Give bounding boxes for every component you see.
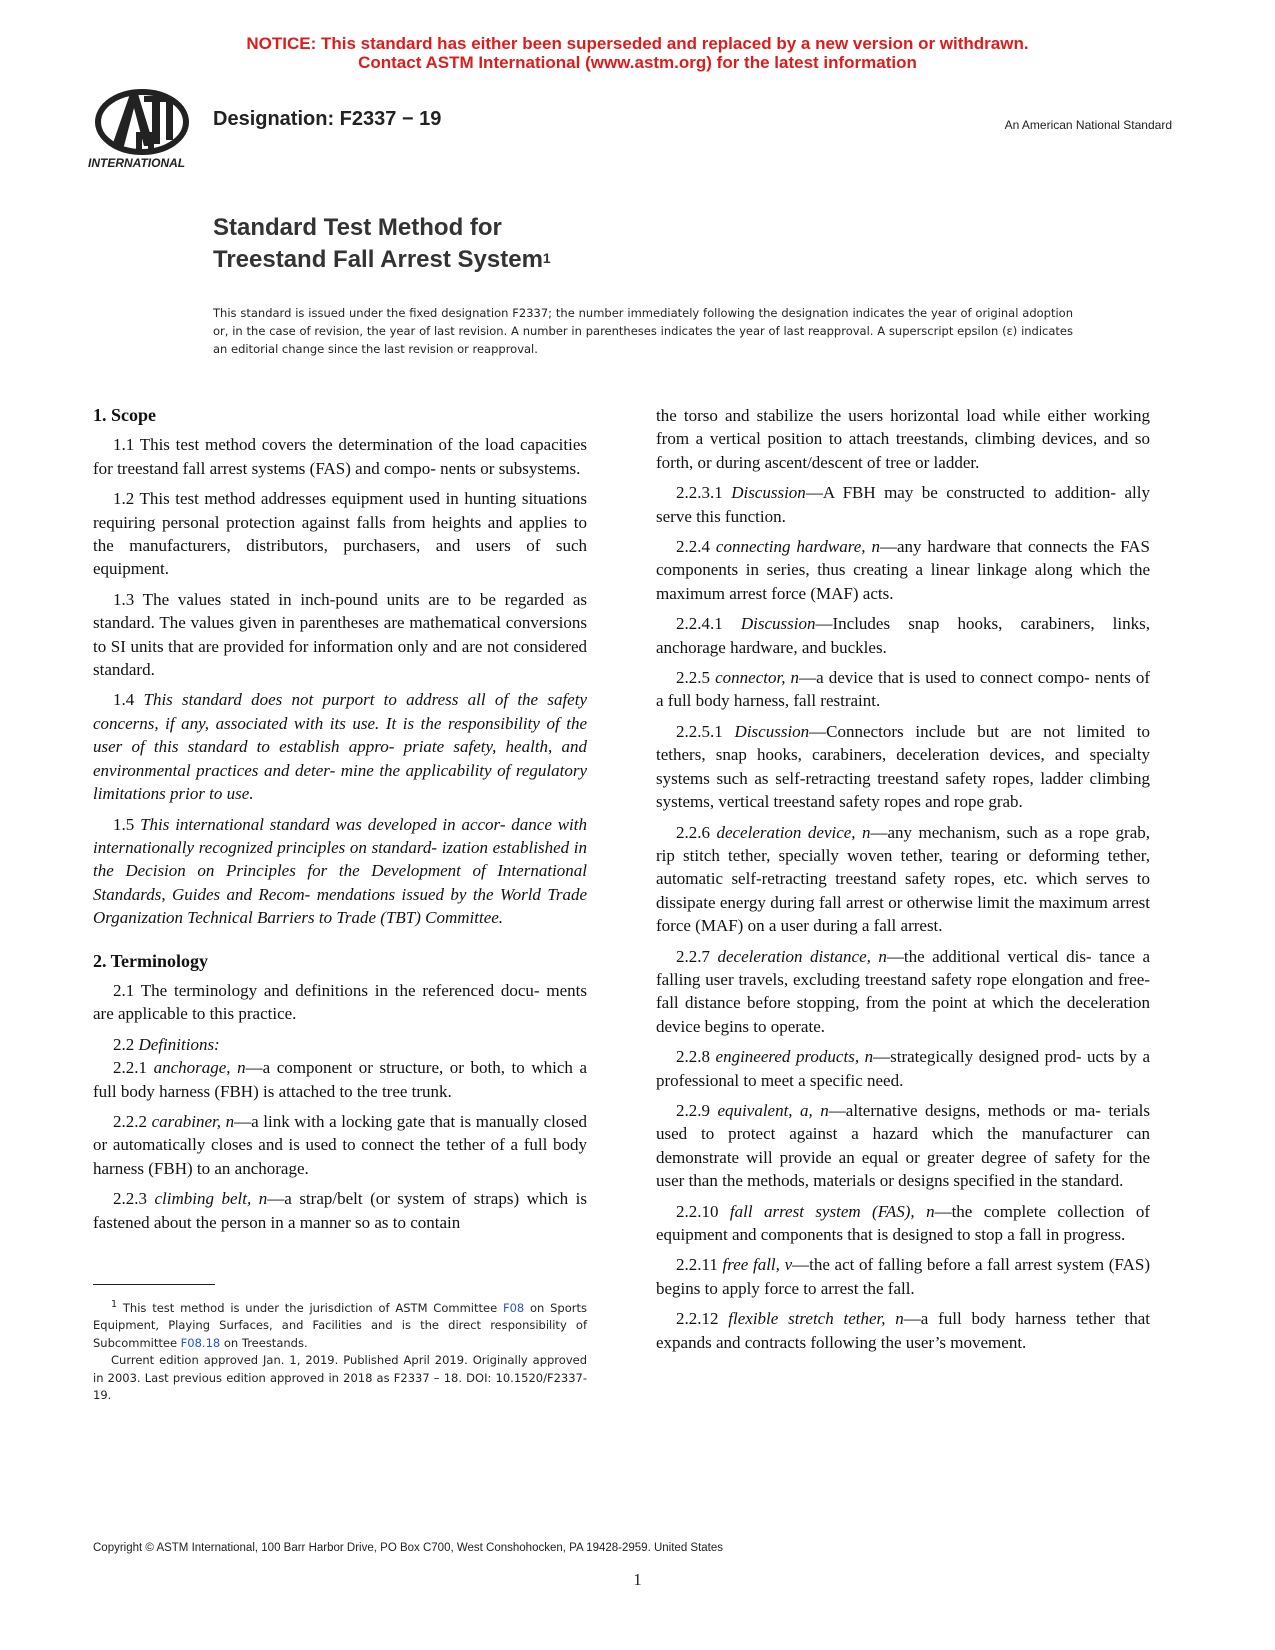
definition-text: —A FBH may be constructed to addition- ally serve this function. (656, 483, 1150, 526)
definition-term: equivalent, a, n (717, 1100, 829, 1120)
paragraph-1-2: 1.2 This test method addresses equipment used in hunting situations requiring personal protection against falls from heights and applies to the manufacturers, distributors, purchasers, and users of such equipment. (93, 489, 587, 579)
definition-text: —a full body harness tether that expands and contracts following the user’s movement. (656, 1309, 1151, 1352)
definition-term: deceleration distance, n (717, 946, 887, 966)
definition-term: flexible stretch tether, n (728, 1309, 904, 1329)
paragraph-1-4 (93, 688, 587, 805)
definition-text: —the complete collection of equipment and components that is designed to stop a fall in progress. (656, 1201, 1151, 1244)
definition-2-2-11 (656, 1253, 1150, 1300)
paragraph-2-1: 2.1 The terminology and definitions in the referenced docu- ments are applicable to this practice. (93, 980, 587, 1024)
subcommittee-link[interactable]: F08.18 (180, 1335, 221, 1350)
definition-number: 2.2.4.1 (676, 614, 741, 634)
definition-number: 2.2.2 (113, 1111, 152, 1131)
definition-2-2-6 (656, 821, 1150, 938)
title-footnote-mark: 1 (542, 250, 551, 266)
definition-text: —a link with a locking gate that is manually closed or automatically closes and is used to connect the tether of a full body harness (FBH) to an anchorage. (93, 1111, 588, 1178)
definition-number: 2.2.5 (676, 668, 716, 688)
definition-number: 2.2.4 (676, 537, 716, 557)
designation: Designation: F2337 − 19 (213, 108, 442, 130)
definition-2-2-5-1 (656, 720, 1150, 814)
paragraph-text: Definitions: (138, 1034, 220, 1054)
paragraph-1-3: 1.3 The values stated in inch-pound units are to be regarded as standard. The values given in parentheses are mathematical conversions to SI units that are provided for information only and are not considered standard. (93, 589, 587, 680)
copyright: Copyright © ASTM International, 100 Barr Harbor Drive, PO Box C700, West Conshohocken, PA 19428-2959. United States (93, 1542, 724, 1554)
footnote (93, 1296, 587, 1405)
definition-2-2-4-1 (656, 612, 1150, 659)
definition-text: —Includes snap hooks, carabiners, links, anchorage hardware, and buckles. (656, 614, 1150, 657)
definition-text: —the act of falling before a fall arrest system (FAS) begins to apply force to arrest the fall. (656, 1255, 1151, 1298)
definition-number: 2.2.7 (676, 946, 718, 966)
paragraph-number: 2.2 (113, 1034, 139, 1054)
definition-number: 2.2.12 (676, 1309, 729, 1329)
definition-2-2-12 (656, 1307, 1150, 1354)
committee-link[interactable]: F08 (502, 1300, 525, 1315)
definition-2-2-4 (656, 535, 1150, 605)
footnote-text: This test method is under the jurisdiction of ASTM Committee (117, 1300, 503, 1315)
left-column (93, 404, 587, 1241)
footnote-1 (93, 1296, 587, 1352)
definition-text: —any hardware that connects the FAS components in series, thus creating a linear linkage along which the maximum arrest force (MAF) acts. (656, 537, 1150, 603)
national-standard-label: An American National Standard (1004, 118, 1172, 132)
definition-2-2-9 (656, 1099, 1150, 1193)
definition-number: 2.2.10 (676, 1201, 730, 1221)
definition-2-2-3-1 (656, 481, 1150, 528)
definition-2-2-5 (656, 666, 1150, 713)
paragraph-text: This international standard was developed in accor- dance with internationally recognized principles on standard- ization established in the Decision on Principles for the Development of International Standards, Guides and Recom- mendations issued by the World Trade Organization Technical Barriers to Trade (TBT) Committee. (93, 814, 587, 928)
footnote-mark: 1 (111, 1299, 118, 1310)
paragraph-2-2 (93, 1033, 587, 1056)
paragraph-1-1: 1.1 This test method covers the determination of the load capacities for treestand fall arrest systems (FAS) and compo- nents or subsystems. (93, 435, 587, 478)
paragraph-number: 1.5 (113, 814, 141, 834)
section-heading-scope: 1. Scope (93, 405, 156, 425)
definition-term: Discussion (740, 614, 816, 634)
document-title (213, 212, 551, 276)
astm-logo-icon (92, 86, 192, 158)
definition-term: climbing belt, n (154, 1189, 268, 1209)
logo-caption: INTERNATIONAL (88, 156, 186, 170)
definition-term: connecting hardware, n (715, 537, 880, 557)
definition-text: —a component or structure, or both, to which a full body harness (FBH) is attached to the tree trunk. (93, 1058, 587, 1101)
definition-text: —Connectors include but are not limited to tethers, snap hooks, carabiners, deceleration devices, and specialty systems such as self-retracting treestand safety ropes, ladder climbing systems, vertical treestand safety ropes and rope grab. (656, 721, 1150, 812)
definition-text: —the additional vertical dis- tance a falling user travels, excluding treestand safety rope elongation and free-fall distance before stopping, from the point at which the deceleration device begins to operate. (656, 946, 1150, 1036)
definition-2-2-7 (656, 945, 1150, 1039)
definition-2-2-10 (656, 1200, 1150, 1247)
definition-text: —strategically designed prod- ucts by a professional to meet a specific need. (656, 1047, 1151, 1090)
definition-number: 2.2.11 (676, 1255, 723, 1275)
definition-term: connector, n (715, 668, 800, 688)
notice-line-1: NOTICE: This standard has either been superseded and replaced by a new version or withdrawn. (246, 34, 1029, 53)
definition-number: 2.2.5.1 (676, 721, 735, 741)
definition-number: 2.2.9 (676, 1100, 718, 1120)
definition-term: fall arrest system (FAS), n (729, 1201, 935, 1221)
definition-term: free fall, v (722, 1255, 793, 1275)
title-line-2-text: Treestand Fall Arrest System (213, 246, 543, 273)
definition-text: —any mechanism, such as a rope grab, rip stitch tether, specially woven tether, tearing or deforming tether, automatic self-retracting treestand safety ropes, etc. which serves to dissipate energy during fall arrest or otherwise limit the maximum arrest force (MAF) on a user during a fall arrest. (656, 822, 1151, 936)
section-heading-terminology: 2. Terminology (93, 950, 209, 971)
withdrawal-notice (0, 34, 1275, 72)
definition-term: anchorage, n (153, 1058, 246, 1078)
definition-term: deceleration device, n (716, 822, 871, 842)
definition-text: —alternative designs, methods or ma- terials used to protect against a hazard which the manufacturer can demonstrate will provide an equal or greater degree of safety for the user than the methods, materials or designs specified in the standard. (656, 1100, 1150, 1191)
notice-line-2: Contact ASTM International (www.astm.org) for the latest information (358, 53, 917, 72)
preamble: This standard is issued under the fixed designation F2337; the number immediately following the designation indicates the year of original adoption or, in the case of revision, the year of last revision. A number in parentheses indicates the year of last reapproval. A superscript epsilon (ε) indicates an editorial change since the last revision or reapproval. (213, 306, 1073, 356)
title-line-2 (213, 244, 551, 276)
definition-text: —a strap/belt (or system of straps) which is fastened about the person in a manner so as to contain (93, 1189, 588, 1232)
definition-number: 2.2.3.1 (676, 483, 732, 503)
definition-number: 2.2.1 (113, 1058, 154, 1078)
definition-term: Discussion (731, 483, 806, 503)
definition-number: 2.2.3 (113, 1189, 155, 1209)
definition-text: —a device that is used to connect compo- nents of a full body harness, fall restraint. (656, 668, 1150, 711)
footnote-edition: Current edition approved Jan. 1, 2019. Published April 2019. Originally approved in 2003. Last previous edition approved in 2018 as F2337 – 18. DOI: 10.1520/F2337-19. (93, 1353, 587, 1403)
definition-2-2-3 (93, 1187, 587, 1234)
definition-2-2-8 (656, 1045, 1150, 1092)
right-column (656, 404, 1150, 1361)
definition-2-2-2 (93, 1110, 587, 1180)
definition-term: Discussion (734, 721, 810, 741)
page-number: 1 (633, 1570, 642, 1589)
definition-2-2-3-continued: the torso and stabilize the users horizontal load while either working from a vertical position to attach treestands, climbing devices, and so forth, or during ascent/descent of tree or ladder. (656, 406, 1150, 472)
paragraph-number: 1.4 (113, 690, 144, 710)
definition-2-2-1 (93, 1056, 587, 1103)
definition-number: 2.2.6 (676, 822, 717, 842)
title-line-1: Standard Test Method for (213, 214, 502, 241)
definition-term: carabiner, n (151, 1111, 235, 1131)
definition-number: 2.2.8 (676, 1047, 716, 1067)
definition-term: engineered products, n (715, 1047, 874, 1067)
paragraph-1-5 (93, 813, 587, 930)
footnote-text: on Sports Equipment, Playing Surfaces, and Facilities and is the direct responsibility of Subcommittee (93, 1300, 587, 1350)
footnote-divider (93, 1284, 215, 1285)
footnote-text: on Treestands. (220, 1335, 308, 1350)
paragraph-text: This standard does not purport to address all of the safety concerns, if any, associated with its use. It is the responsibility of the user of this standard to establish appro- priate safety, health, and environmental practices and deter- mine the applicability of regulatory limitations prior to use. (93, 690, 587, 804)
astm-logo (88, 86, 200, 176)
